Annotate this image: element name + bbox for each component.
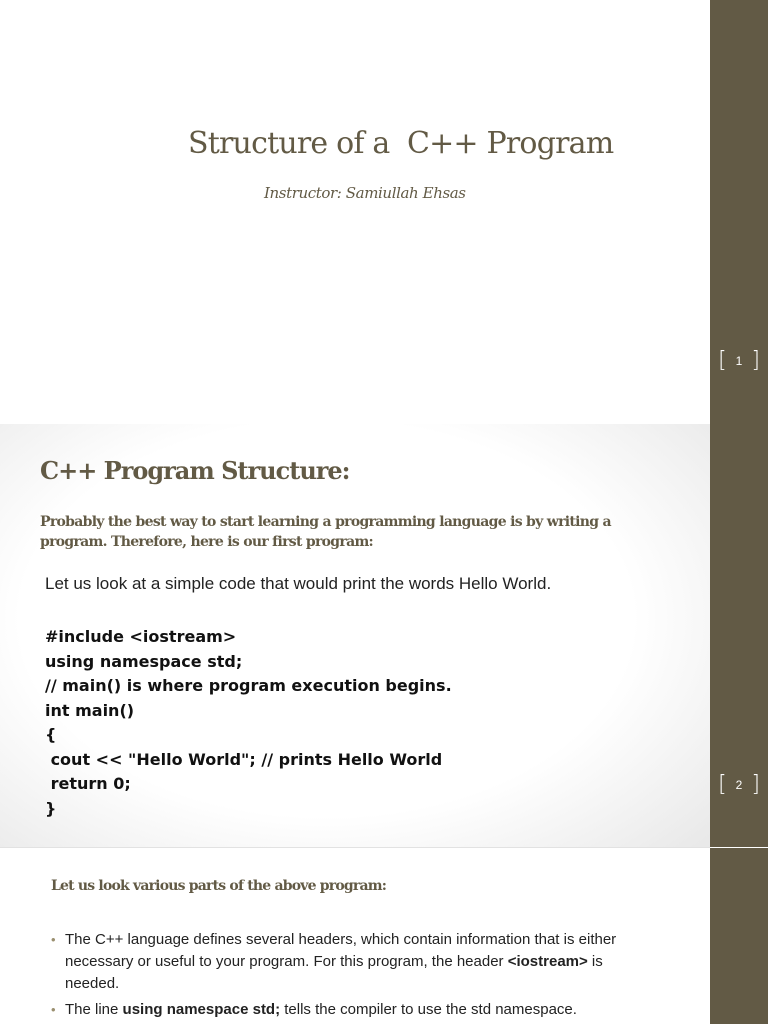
code-line: using namespace std; bbox=[45, 651, 243, 671]
code-line: } bbox=[45, 798, 57, 818]
slide-title: Structure of a C++ Program bbox=[188, 126, 614, 161]
bullet-text: The line bbox=[65, 1001, 123, 1018]
code-line: int main() bbox=[45, 700, 135, 720]
left-bracket-icon: [ bbox=[718, 772, 727, 797]
page-number-badge-2 bbox=[714, 767, 764, 803]
bullet-list bbox=[51, 929, 651, 1024]
list-item bbox=[51, 929, 651, 995]
bullet-text: tells the compiler to use the std namespace. bbox=[280, 1001, 577, 1018]
code-block bbox=[45, 625, 452, 821]
slide-2 bbox=[0, 424, 710, 847]
right-bracket-icon: ] bbox=[751, 348, 760, 373]
bullet-bold-text: <iostream> bbox=[507, 953, 588, 970]
list-item bbox=[51, 999, 651, 1021]
page-number: 2 bbox=[735, 778, 743, 792]
intro-text: Let us look at a simple code that would print the words Hello World. bbox=[45, 574, 552, 593]
slide-3-sidebar bbox=[710, 848, 768, 1024]
slide-3 bbox=[0, 848, 710, 1024]
slide-heading: Let us look various parts of the above program: bbox=[51, 878, 387, 894]
left-bracket-icon: [ bbox=[718, 348, 727, 373]
bullet-bold-text: using namespace std; bbox=[122, 1001, 281, 1018]
slide-subtitle: Instructor: Samiullah Ehsas bbox=[264, 184, 466, 202]
code-line: #include <iostream> bbox=[45, 627, 237, 646]
code-line: // main() is where program execution begins. bbox=[45, 676, 452, 695]
slide-1 bbox=[0, 0, 710, 424]
bullet-text: The C++ language defines several headers, which contain information that is either necessary or useful to your program. For this program, the header bbox=[65, 931, 617, 970]
code-line: { bbox=[45, 725, 57, 744]
page-number: 1 bbox=[735, 354, 743, 368]
code-line: return 0; bbox=[45, 774, 131, 793]
code-line: cout << "Hello World"; // prints Hello World bbox=[45, 749, 443, 769]
lead-text: Probably the best way to start learning a programming language is by writing a program. Therefore, here is our first program: bbox=[40, 514, 611, 550]
page-number-badge-1 bbox=[714, 343, 764, 379]
slide-heading: C++ Program Structure: bbox=[40, 456, 350, 485]
bullet-text: is needed. bbox=[65, 953, 603, 992]
right-bracket-icon: ] bbox=[751, 772, 760, 797]
